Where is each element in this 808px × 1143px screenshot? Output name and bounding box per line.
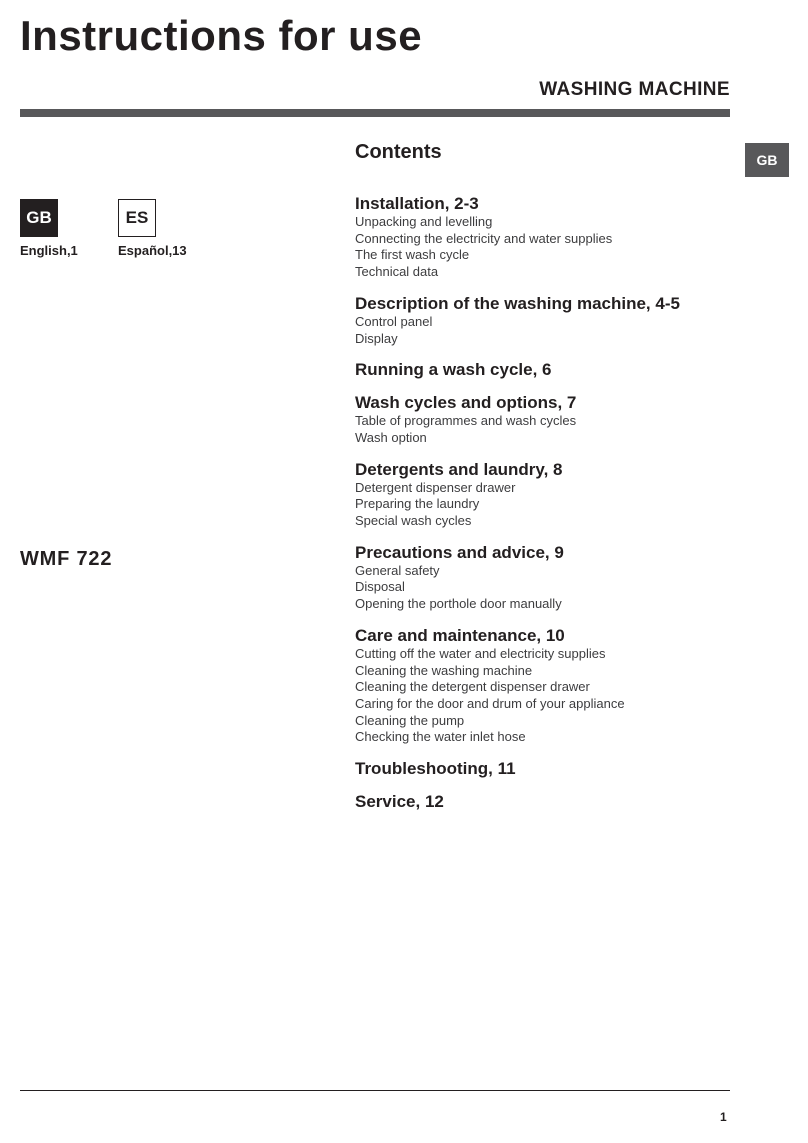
language-label: Español,13	[118, 243, 187, 258]
contents-section	[355, 193, 735, 281]
language-side-tab: GB	[745, 143, 789, 177]
contents-subitem[interactable]: The first wash cycle	[355, 247, 470, 263]
contents-section-title[interactable]: Precautions and advice, 9	[355, 542, 564, 562]
language-entry-es[interactable]	[118, 199, 218, 258]
contents-subitem[interactable]: Cleaning the detergent dispenser drawer	[355, 679, 590, 695]
language-code-badge: ES	[118, 199, 156, 237]
footer-rule	[20, 1090, 730, 1091]
contents-section-title[interactable]: Care and maintenance, 10	[355, 625, 565, 645]
contents-subitem[interactable]: Caring for the door and drum of your appliance	[355, 695, 625, 711]
contents-section	[355, 791, 735, 812]
contents-section	[355, 625, 735, 746]
contents-subitem[interactable]: Detergent dispenser drawer	[355, 479, 516, 495]
contents-subitem[interactable]: Connecting the electricity and water supplies	[355, 230, 613, 246]
contents-section-title[interactable]: Running a wash cycle, 6	[355, 360, 552, 380]
contents-heading: Contents	[355, 141, 442, 163]
contents-subitem[interactable]: Cutting off the water and electricity supplies	[355, 645, 606, 661]
contents-subitem[interactable]: General safety	[355, 562, 440, 578]
contents-subitem[interactable]: Checking the water inlet hose	[355, 729, 526, 745]
language-entry-gb[interactable]	[20, 199, 120, 258]
contents-subitem[interactable]: Disposal	[355, 579, 405, 595]
language-label: English,1	[20, 243, 78, 258]
contents-section	[355, 359, 735, 380]
contents-subitem[interactable]: Cleaning the washing machine	[355, 662, 533, 678]
contents-section-title[interactable]: Detergents and laundry, 8	[355, 459, 563, 479]
contents-subitem[interactable]: Control panel	[355, 313, 433, 329]
contents-subitem[interactable]: Preparing the laundry	[355, 496, 480, 512]
contents-subitem[interactable]: Wash option	[355, 429, 427, 445]
page-number: 1	[720, 1110, 727, 1124]
contents-section-title[interactable]: Description of the washing machine, 4-5	[355, 293, 680, 313]
contents-section	[355, 293, 735, 347]
header-rule	[20, 109, 730, 117]
contents-section	[355, 459, 735, 530]
contents-section-title[interactable]: Wash cycles and options, 7	[355, 393, 577, 413]
contents-section	[355, 542, 735, 613]
contents-section-title[interactable]: Service, 12	[355, 792, 444, 812]
table-of-contents	[355, 140, 735, 824]
contents-subitem[interactable]: Opening the porthole door manually	[355, 596, 562, 612]
contents-section	[355, 758, 735, 779]
document-title: Instructions for use	[20, 12, 423, 59]
contents-subitem[interactable]: Cleaning the pump	[355, 712, 465, 728]
document-subtitle: WASHING MACHINE	[539, 79, 730, 100]
contents-section-title[interactable]: Troubleshooting, 11	[355, 759, 516, 779]
contents-section-title[interactable]: Installation, 2-3	[355, 194, 479, 213]
contents-subitem[interactable]: Unpacking and levelling	[355, 214, 493, 229]
contents-subitem[interactable]: Special wash cycles	[355, 513, 472, 529]
contents-section	[355, 392, 735, 446]
language-code-badge: GB	[20, 199, 58, 237]
model-number: WMF 722	[20, 548, 113, 570]
contents-subitem[interactable]: Display	[355, 330, 398, 346]
contents-subitem[interactable]: Technical data	[355, 264, 439, 280]
contents-subitem[interactable]: Table of programmes and wash cycles	[355, 413, 577, 429]
